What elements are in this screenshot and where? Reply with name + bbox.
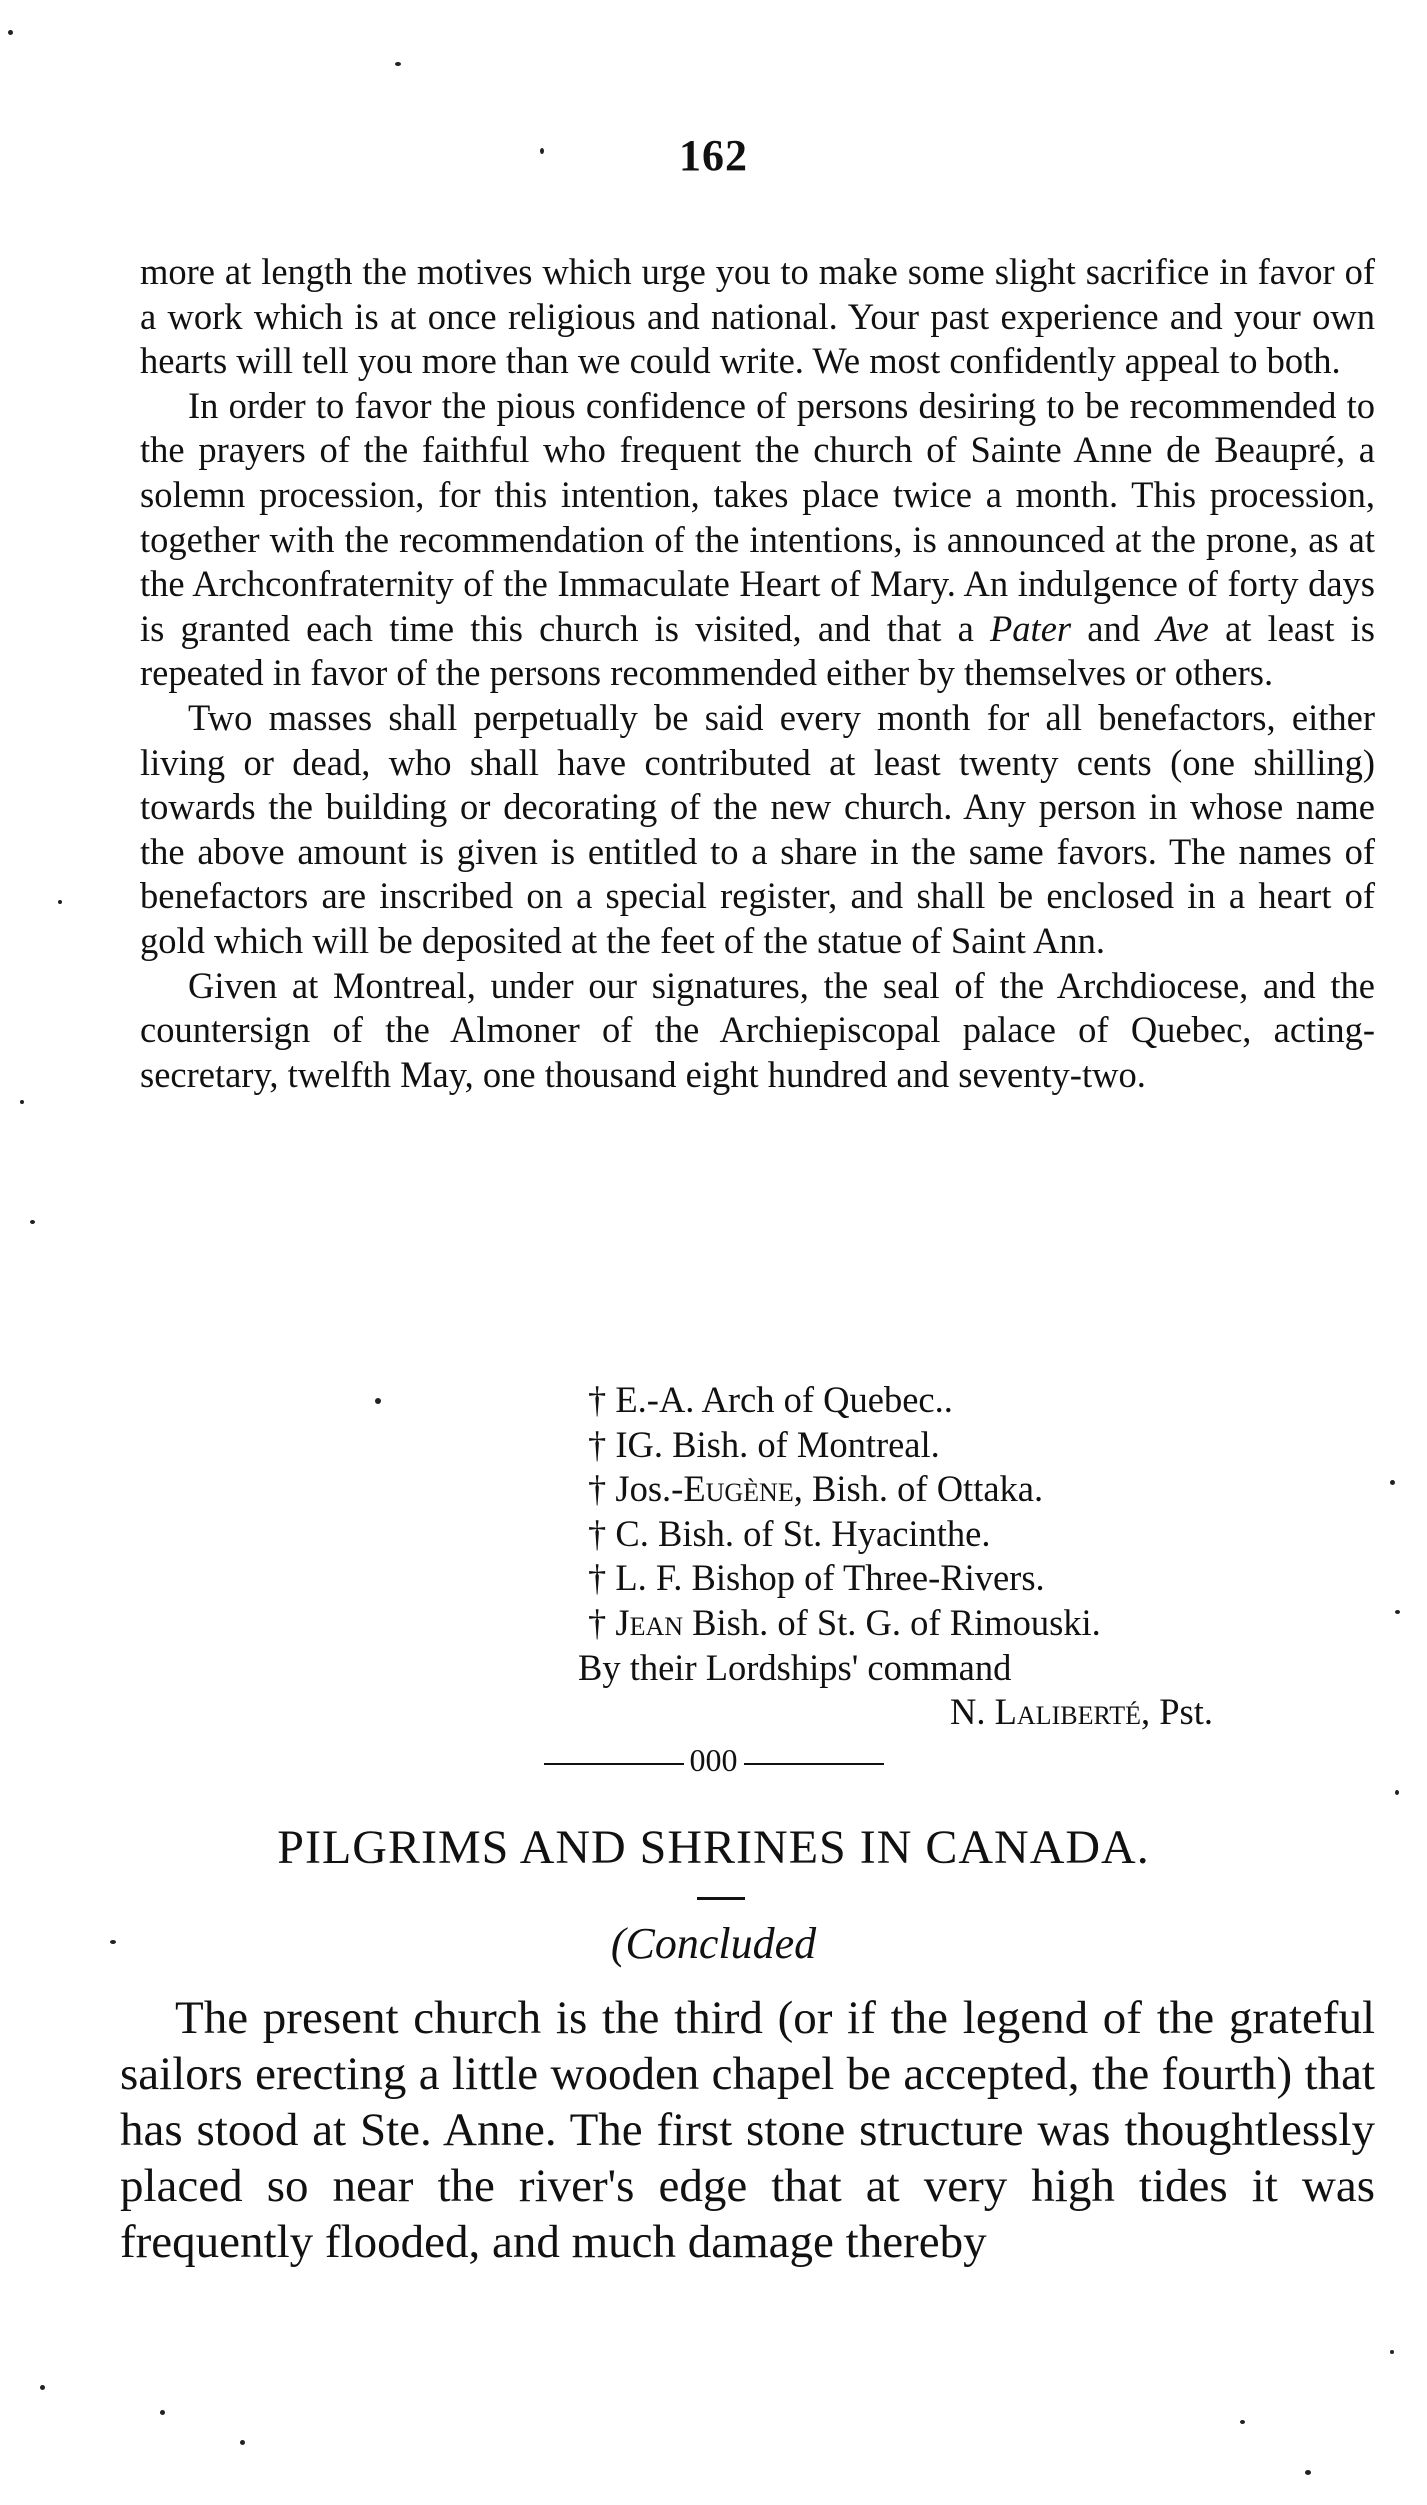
signature-line — [588, 1601, 1348, 1646]
secretary-title: , Pst. — [1141, 1691, 1214, 1732]
pastoral-letter-text — [140, 250, 1375, 1097]
scan-speck — [395, 62, 401, 66]
signature-line — [588, 1378, 1348, 1423]
section-subtitle: (Concluded — [610, 1919, 817, 1968]
scan-speck — [1395, 1790, 1399, 1795]
signature-name: IG. Bish. of Montreal. — [615, 1423, 940, 1465]
section-title: PILGRIMS AND SHRINES IN CANADA. — [277, 1821, 1150, 1874]
cross-glyph: † — [588, 1512, 607, 1554]
scan-speck — [160, 2410, 165, 2415]
signature-name: L. F. Bishop of Three-Rivers. — [615, 1557, 1045, 1599]
scan-speck — [375, 1398, 381, 1404]
cross-glyph: † — [588, 1557, 607, 1599]
signature-name: E.-A. Arch of Quebec.. — [615, 1379, 953, 1420]
scan-speck — [8, 30, 13, 35]
paragraph-procession-text: In order to favor the pious confidence of persons desiring to be recommended to the prayers of the faithful who frequent the church of Sainte Anne de Beaupré, a solemn procession, for this intention, takes place twice a month. This procession, together with the recommendation of the intentions, is announced at the prone, as at the Archconfraternity of the Immaculate Heart of Mary. An indulgence of forty days is granted each time this church is visited, and that a — [140, 384, 1375, 649]
section-body: The present church is the third (or if the legend of the grateful sailors erecting a little wooden chapel be accepted, the fourth) that has stood at Ste. Anne. The first stone structure was thoughtlessly placed so near the river's edge that at very high tides it was frequently flooded, and much damage thereby — [120, 1992, 1375, 2268]
ave-word: Ave — [1156, 607, 1209, 649]
separator-rule-left — [544, 1763, 684, 1765]
scan-speck — [1390, 1480, 1395, 1485]
title-rule — [697, 1897, 745, 1900]
secretary-name: Laliberté — [994, 1691, 1141, 1732]
signature-line — [588, 1423, 1348, 1468]
scan-speck — [240, 2440, 245, 2445]
signature-block — [578, 1378, 1348, 1690]
scan-speck — [1305, 2470, 1311, 2475]
signature-prefix: Jos.- — [615, 1468, 684, 1510]
scan-speck — [1395, 1610, 1400, 1614]
command-line: By their Lordships' command — [578, 1646, 1012, 1688]
separator-rule-right — [744, 1763, 884, 1765]
paragraph-masses: Two masses shall perpetually be said every month for all benefactors, either living or dead, who shall have contributed at least twenty cents (one shilling) towards the building or decorating of the new church. Any person in whose name the above amount is given is entitled to a share in the same favors. The names of benefactors are inscribed on a special register, and shall be enclosed in a heart of gold which will be deposited at the feet of the statue of Saint Ann. — [140, 696, 1375, 961]
cross-glyph: † — [588, 1423, 607, 1465]
cross-glyph: † — [588, 1379, 607, 1420]
signature-line — [588, 1556, 1348, 1601]
scan-speck — [30, 1220, 35, 1224]
scan-speck — [1240, 2420, 1245, 2424]
scan-speck — [110, 1940, 116, 1944]
signature-smallcaps: Jean — [615, 1601, 684, 1643]
scan-speck — [540, 148, 544, 154]
scan-speck — [58, 900, 62, 904]
signature-rest: Bish. of St. G. of Rimouski. — [683, 1601, 1101, 1643]
signature-name: C. Bish. of St. Hyacinthe. — [615, 1512, 991, 1554]
cross-glyph: † — [588, 1601, 607, 1643]
secretary-initial: N. — [950, 1691, 995, 1732]
paragraph-procession-end: at least is repeated in favor of the persons recommended either by themselves or others. — [140, 607, 1376, 694]
signature-rest: , Bish. of Ottaka. — [793, 1468, 1044, 1510]
scan-speck — [20, 1100, 24, 1104]
and-word: and — [1087, 607, 1140, 649]
paragraph-continuation: more at length the motives which urge you to make some slight sacrifice in favor of a work which is at once religious and national. Your past experience and your own hearts will tell you more than we could write. We most confidently appeal to both. — [140, 251, 1375, 382]
signature-smallcaps: Eugène — [683, 1468, 794, 1510]
separator-mark: 000 — [689, 1742, 738, 1778]
signature-line — [588, 1512, 1348, 1557]
scan-speck — [40, 2385, 45, 2390]
page-number: 162 — [679, 131, 748, 180]
scan-speck — [1390, 2350, 1394, 2354]
pater-word: Pater — [990, 607, 1072, 649]
paragraph-procession — [140, 384, 1375, 696]
signature-line — [588, 1467, 1348, 1512]
section-separator — [0, 1738, 1427, 1782]
cross-glyph: † — [588, 1468, 607, 1510]
secretary-signature — [950, 1690, 1213, 1735]
paragraph-given-at: Given at Montreal, under our signatures, the seal of the Archdiocese, and the countersign of the Almoner of the Archiepiscopal palace of Quebec, acting-secretary, twelfth May, one thousand eight hundred and seventy-two. — [140, 964, 1375, 1095]
